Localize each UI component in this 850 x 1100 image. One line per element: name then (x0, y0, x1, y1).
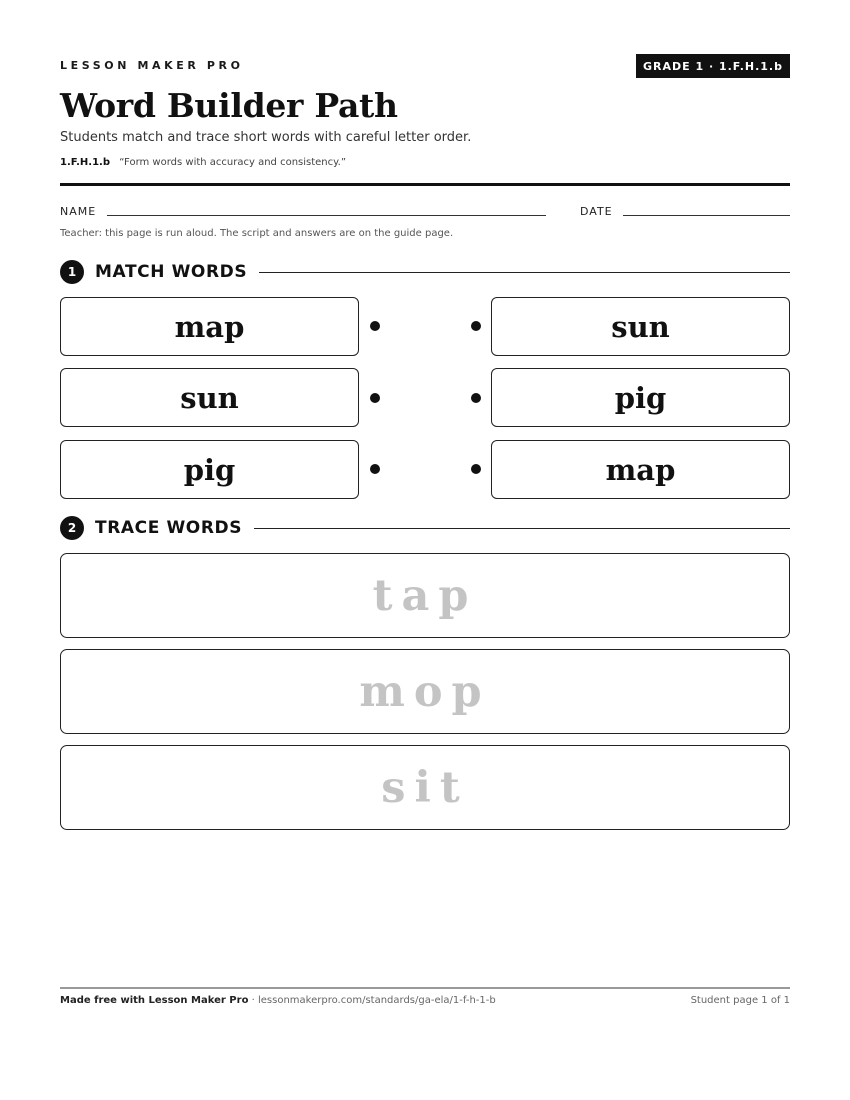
section-number-badge: 2 (60, 516, 84, 540)
date-label: DATE (580, 205, 613, 218)
footer-credit: Made free with Lesson Maker Pro (60, 995, 249, 1006)
match-right-word: map (491, 440, 790, 499)
match-left-word: map (60, 297, 359, 356)
date-field[interactable] (623, 215, 790, 216)
brand-name: LESSON MAKER PRO (60, 59, 244, 72)
standard-row (60, 157, 346, 168)
footer-credit-line (60, 995, 496, 1006)
name-label: NAME (60, 205, 97, 218)
section-match-header (60, 260, 790, 284)
grade-badge: GRADE 1 · 1.F.H.1.b (636, 54, 790, 78)
name-field[interactable] (107, 215, 546, 216)
standard-code: 1.F.H.1.b (60, 157, 110, 168)
match-right-word: pig (491, 368, 790, 427)
match-right-dot[interactable] (471, 464, 481, 474)
match-left-dot[interactable] (370, 393, 380, 403)
page-number: Student page 1 of 1 (690, 995, 790, 1006)
match-left-dot[interactable] (370, 321, 380, 331)
match-right-word: sun (491, 297, 790, 356)
trace-word-box[interactable]: mop (60, 649, 790, 734)
section-trace-header (60, 516, 790, 540)
match-left-word: pig (60, 440, 359, 499)
page-title: Word Builder Path (60, 86, 398, 125)
match-right-dot[interactable] (471, 321, 481, 331)
section-title: MATCH WORDS (95, 262, 248, 282)
trace-word-box[interactable]: tap (60, 553, 790, 638)
match-left-dot[interactable] (370, 464, 380, 474)
match-left-word: sun (60, 368, 359, 427)
section-rule (254, 528, 790, 529)
section-title: TRACE WORDS (95, 518, 243, 538)
page-subtitle: Students match and trace short words with careful letter order. (60, 130, 472, 145)
header-divider (60, 183, 790, 186)
section-number-badge: 1 (60, 260, 84, 284)
footer-divider (60, 987, 790, 989)
standard-text: “Form words with accuracy and consistency.” (119, 157, 346, 168)
footer-separator: · (248, 995, 258, 1006)
section-rule (259, 272, 790, 273)
trace-word-box[interactable]: sit (60, 745, 790, 830)
match-right-dot[interactable] (471, 393, 481, 403)
teacher-note: Teacher: this page is run aloud. The script and answers are on the guide page. (60, 228, 454, 239)
footer-url[interactable]: lessonmakerpro.com/standards/ga-ela/1-f-h-1-b (257, 995, 496, 1006)
